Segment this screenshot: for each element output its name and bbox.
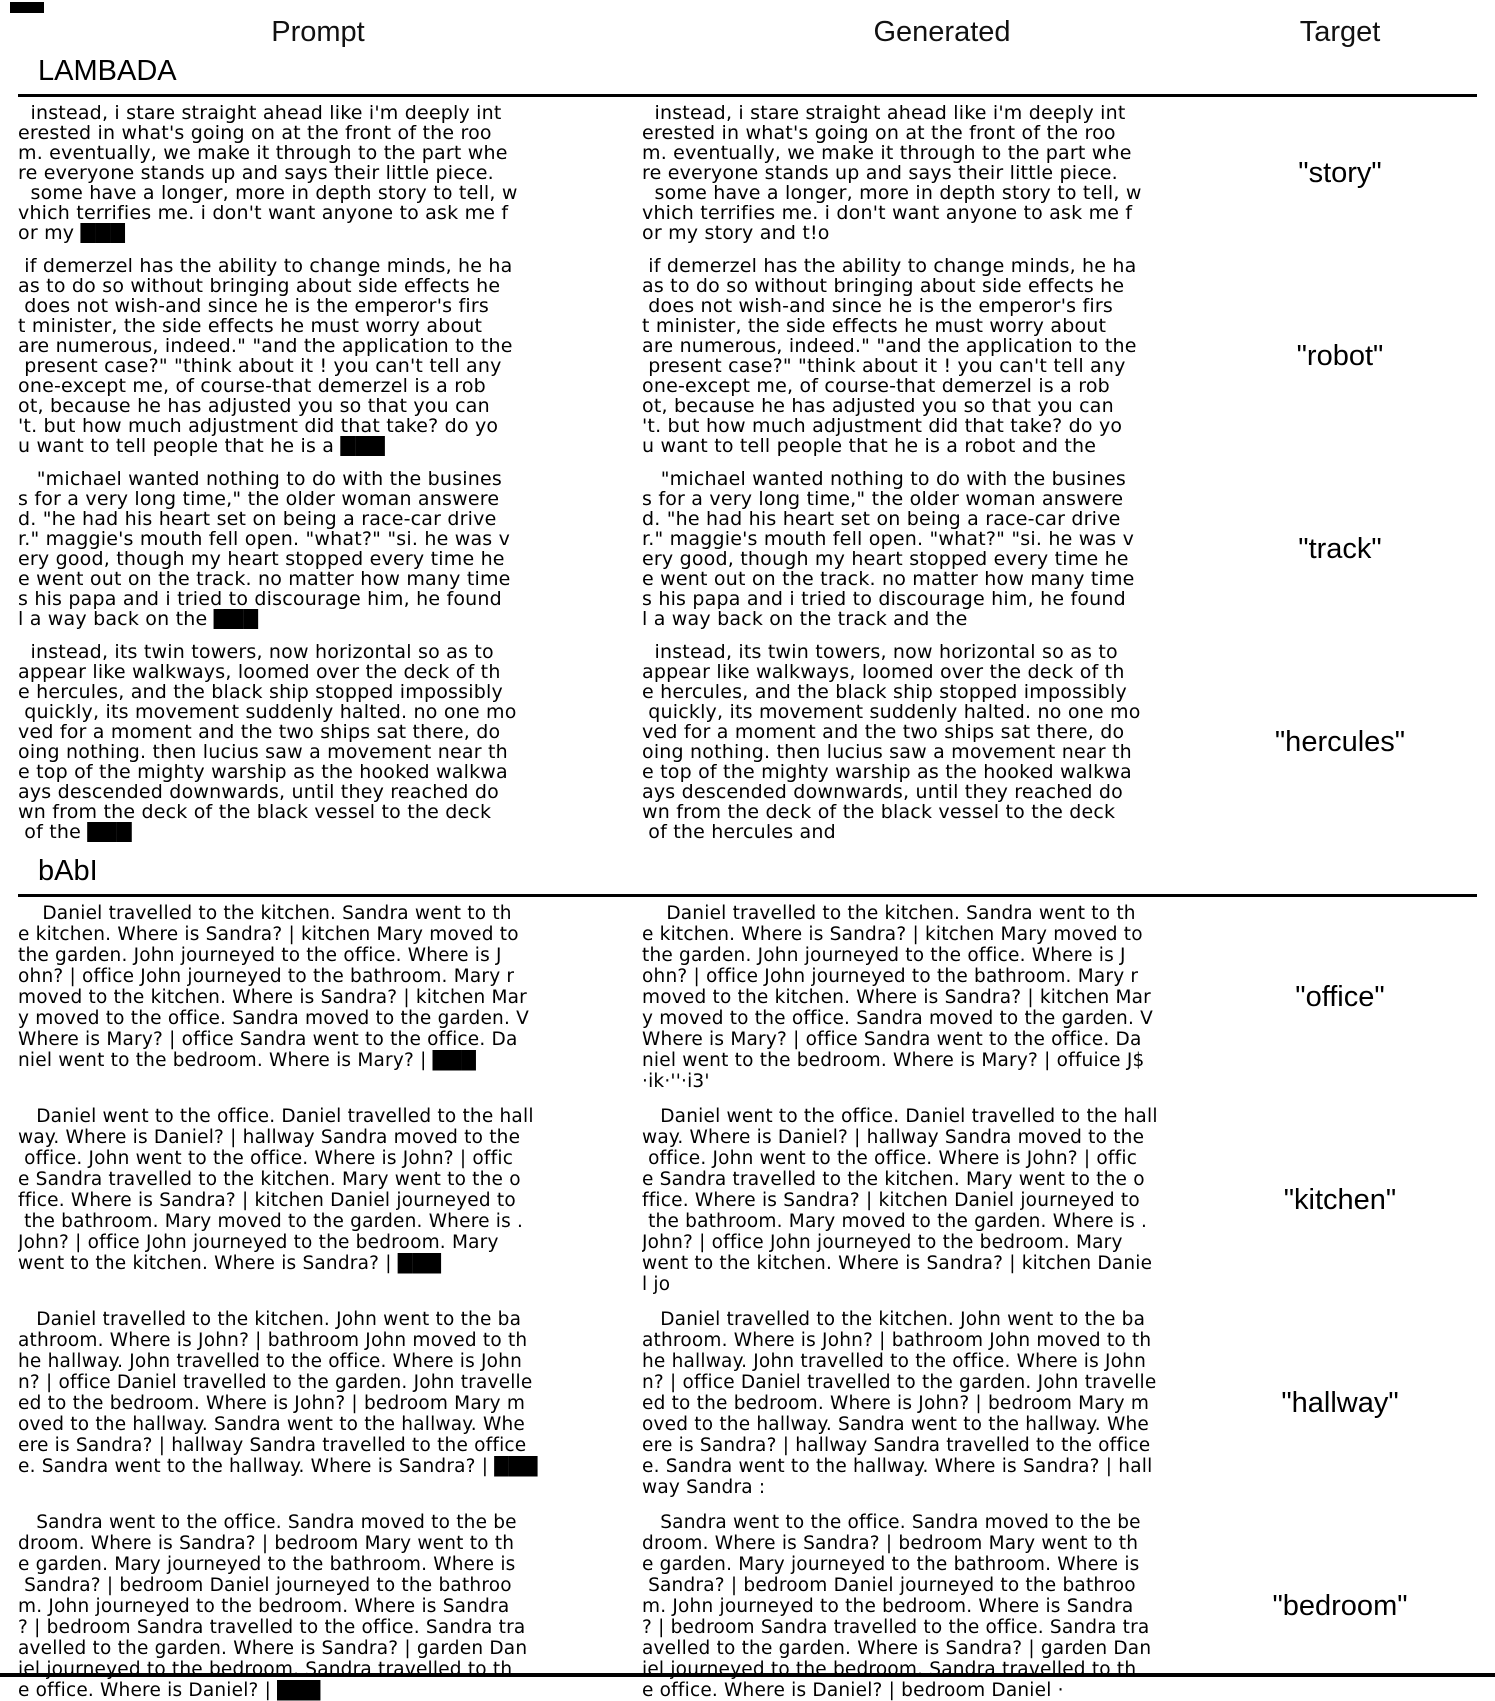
generated-text-line: of the hercules and <box>642 822 836 842</box>
example-row <box>0 469 1495 629</box>
prompt-text-line: are numerous, indeed." "and the application to the <box>18 336 513 356</box>
generated-text-line: the garden. John journeyed to the office. Where is J <box>642 945 1126 966</box>
prompt-text-line: appear like walkways, loomed over the deck of th <box>18 662 501 682</box>
target-label: "office" <box>1295 981 1385 1013</box>
prompt-text-line: e. Sandra went to the hallway. Where is Sandra? | ███ <box>18 1456 538 1477</box>
prompt-text-line: e office. Where is Daniel? | ███ <box>18 1680 321 1701</box>
prompt-text-line: as to do so without bringing about side effects he <box>18 276 501 296</box>
prompt-text-line: iel journeyed to the bedroom. Sandra travelled to th <box>18 1659 513 1680</box>
prompt-text-line: m. John journeyed to the bedroom. Where is Sandra <box>18 1596 510 1617</box>
generated-text-line: e kitchen. Where is Sandra? | kitchen Mary moved to <box>642 924 1143 945</box>
generated-text-line: moved to the kitchen. Where is Sandra? | kitchen Mar <box>642 987 1151 1008</box>
prompt-text-line: oing nothing. then lucius saw a movement near th <box>18 742 508 762</box>
prompt-text-line: r." maggie's mouth fell open. "what?" "si. he was v <box>18 529 511 549</box>
prompt-text-line: e kitchen. Where is Sandra? | kitchen Mary moved to <box>18 924 519 945</box>
prompt-text-line: l a way back on the ███ <box>18 609 259 629</box>
generated-text-line: oing nothing. then lucius saw a movement near th <box>642 742 1132 762</box>
generated-text-line: if demerzel has the ability to change minds, he ha <box>642 256 1137 276</box>
section-rows <box>0 97 1495 842</box>
section-label: LAMBADA <box>38 55 177 87</box>
generated-text-line: Daniel went to the office. Daniel travelled to the hall <box>642 1106 1158 1127</box>
prompt-text-line: "michael wanted nothing to do with the busines <box>18 469 502 489</box>
bottom-rule <box>0 1673 1495 1677</box>
generated-text-line: ery good, though my heart stopped every time he <box>642 549 1129 569</box>
prompt-text-line: ot, because he has adjusted you so that you can <box>18 396 490 416</box>
prompt-text-line: John? | office John journeyed to the bedroom. Mary <box>18 1232 499 1253</box>
prompt-text-line: one-except me, of course-that demerzel is a rob <box>18 376 486 396</box>
prompt-text-line: s his papa and i tried to discourage him, he found <box>18 589 502 609</box>
prompt-cell <box>18 1106 618 1295</box>
generated-text-line: e top of the mighty warship as the hooked walkwa <box>642 762 1132 782</box>
column-header-generated: Generated <box>873 16 1011 48</box>
generated-text-line: ·ik·''·i3' <box>642 1071 710 1092</box>
generated-text-line: present case?" "think about it ! you can't tell any <box>642 356 1126 376</box>
target-label: "track" <box>1298 532 1382 565</box>
generated-text-line: Daniel travelled to the kitchen. Sandra went to th <box>642 903 1136 924</box>
prompt-text-line: ed to the bedroom. Where is John? | bedroom Mary m <box>18 1393 526 1414</box>
prompt-text-line: avelled to the garden. Where is Sandra? | garden Dan <box>18 1638 528 1659</box>
generated-text-line: ays descended downwards, until they reached do <box>642 782 1123 802</box>
generated-text-line: l jo <box>642 1274 671 1295</box>
generated-text-line: ? | bedroom Sandra travelled to the office. Sandra tra <box>642 1617 1150 1638</box>
target-label: "kitchen" <box>1283 1184 1397 1216</box>
prompt-text-line: re everyone stands up and says their little piece. <box>18 163 494 183</box>
target-cell <box>1250 469 1430 629</box>
prompt-cell <box>18 469 618 629</box>
example-row <box>0 1309 1495 1498</box>
generated-text-line: ere is Sandra? | hallway Sandra travelled to the office <box>642 1435 1151 1456</box>
generated-text-line: t minister, the side effects he must worry about <box>642 316 1107 336</box>
prompt-text-line: or my ███ <box>18 223 125 243</box>
generated-text-line: l a way back on the track and the <box>642 609 968 629</box>
prompt-text-line: m. eventually, we make it through to the part whe <box>18 143 508 163</box>
generated-text-line: he hallway. John travelled to the office. Where is John <box>642 1351 1147 1372</box>
generated-cell <box>642 1106 1242 1295</box>
prompt-text-line: instead, its twin towers, now horizontal so as to <box>18 642 494 662</box>
generated-cell <box>642 256 1242 456</box>
prompt-text-line: niel went to the bedroom. Where is Mary? | ███ <box>18 1050 476 1071</box>
prompt-text-line: e Sandra travelled to the kitchen. Mary went to the o <box>18 1169 521 1190</box>
prompt-text-line: office. John went to the office. Where is John? | offic <box>18 1148 514 1169</box>
generated-text-line: niel went to the bedroom. Where is Mary? | offuice J$ <box>642 1050 1145 1071</box>
generated-cell <box>642 642 1242 842</box>
generated-text-line: wn from the deck of the black vessel to the deck <box>642 802 1116 822</box>
target-cell <box>1250 1106 1430 1295</box>
example-row <box>0 103 1495 243</box>
generated-text-line: 't. but how much adjustment did that take? do yo <box>642 416 1123 436</box>
target-label: "bedroom" <box>1272 1590 1408 1622</box>
generated-text-line: e went out on the track. no matter how many time <box>642 569 1135 589</box>
prompt-text-line: some have a longer, more in depth story to tell, w <box>18 183 518 203</box>
prompt-text-line: the garden. John journeyed to the office. Where is J <box>18 945 502 966</box>
target-label: "hercules" <box>1274 725 1406 758</box>
generated-text-line: oved to the hallway. Sandra went to the hallway. Whe <box>642 1414 1149 1435</box>
target-cell <box>1250 1309 1430 1498</box>
prompt-text-line: s for a very long time," the older woman answere <box>18 489 500 509</box>
prompt-text-line: of the ███ <box>18 822 132 842</box>
example-row <box>0 642 1495 842</box>
generated-text-line: r." maggie's mouth fell open. "what?" "si. he was v <box>642 529 1135 549</box>
generated-text-line: instead, i stare straight ahead like i'm deeply int <box>642 103 1126 123</box>
example-row <box>0 903 1495 1092</box>
generated-text-line: m. John journeyed to the bedroom. Where is Sandra <box>642 1596 1134 1617</box>
prompt-text-line: ere is Sandra? | hallway Sandra travelled to the office <box>18 1435 527 1456</box>
generated-text-line: are numerous, indeed." "and the application to the <box>642 336 1137 356</box>
generated-text-line: quickly, its movement suddenly halted. no one mo <box>642 702 1141 722</box>
generated-text-line: or my story and t!o <box>642 223 830 243</box>
prompt-text-line: e went out on the track. no matter how many time <box>18 569 511 589</box>
generated-text-line: way Sandra : <box>642 1477 766 1498</box>
generated-text-line: does not wish-and since he is the emperor's firs <box>642 296 1113 316</box>
generated-text-line: ved for a moment and the two ships sat there, do <box>642 722 1125 742</box>
prompt-text-line: d. "he had his heart set on being a race-car drive <box>18 509 497 529</box>
generated-text-line: erested in what's going on at the front of the roo <box>642 123 1116 143</box>
generated-text-line: s for a very long time," the older woman answere <box>642 489 1124 509</box>
prompt-text-line: Daniel travelled to the kitchen. Sandra went to th <box>18 903 512 924</box>
generated-text-line: Sandra went to the office. Sandra moved to the be <box>642 1512 1141 1533</box>
generated-text-line: ed to the bedroom. Where is John? | bedroom Mary m <box>642 1393 1150 1414</box>
prompt-text-line: he hallway. John travelled to the office. Where is John <box>18 1351 523 1372</box>
generated-text-line: droom. Where is Sandra? | bedroom Mary went to th <box>642 1533 1139 1554</box>
generated-text-line: John? | office John journeyed to the bedroom. Mary <box>642 1232 1123 1253</box>
prompt-text-line: Sandra? | bedroom Daniel journeyed to the bathroo <box>18 1575 512 1596</box>
prompt-text-line: present case?" "think about it ! you can't tell any <box>18 356 502 376</box>
generated-text-line: athroom. Where is John? | bathroom John moved to th <box>642 1330 1152 1351</box>
prompt-text-line: if demerzel has the ability to change minds, he ha <box>18 256 513 276</box>
generated-text-line: iel journeyed to the bedroom. Sandra travelled to th <box>642 1659 1137 1680</box>
prompt-text-line: Daniel travelled to the kitchen. John went to the ba <box>18 1309 522 1330</box>
generated-text-line: as to do so without bringing about side effects he <box>642 276 1125 296</box>
generated-text-line: office. John went to the office. Where is John? | offic <box>642 1148 1138 1169</box>
prompt-text-line: n? | office Daniel travelled to the garden. John travelle <box>18 1372 533 1393</box>
generated-text-line: u want to tell people that he is a robot and the <box>642 436 1097 456</box>
target-cell <box>1250 256 1430 456</box>
prompt-text-line: Where is Mary? | office Sandra went to the office. Da <box>18 1029 518 1050</box>
prompt-text-line: athroom. Where is John? | bathroom John moved to th <box>18 1330 528 1351</box>
prompt-text-line: ffice. Where is Sandra? | kitchen Daniel journeyed to <box>18 1190 516 1211</box>
column-header-target: Target <box>1299 16 1381 48</box>
generated-text-line: ffice. Where is Sandra? | kitchen Daniel journeyed to <box>642 1190 1140 1211</box>
generated-text-line: went to the kitchen. Where is Sandra? | kitchen Danie <box>642 1253 1153 1274</box>
generated-cell <box>642 469 1242 629</box>
prompt-text-line: ved for a moment and the two ships sat there, do <box>18 722 501 742</box>
prompt-text-line: vhich terrifies me. i don't want anyone to ask me f <box>18 203 509 223</box>
sections <box>0 55 1495 1701</box>
generated-text-line: e office. Where is Daniel? | bedroom Daniel · <box>642 1680 1064 1701</box>
target-label: "robot" <box>1296 339 1384 372</box>
prompt-text-line: t minister, the side effects he must worry about <box>18 316 483 336</box>
generated-cell <box>642 903 1242 1092</box>
column-headers <box>0 0 1495 49</box>
generated-text-line: vhich terrifies me. i don't want anyone to ask me f <box>642 203 1133 223</box>
generated-text-line: e Sandra travelled to the kitchen. Mary went to the o <box>642 1169 1145 1190</box>
prompt-text-line: 't. but how much adjustment did that take? do yo <box>18 416 499 436</box>
prompt-text-line: oved to the hallway. Sandra went to the hallway. Whe <box>18 1414 525 1435</box>
prompt-text-line: y moved to the office. Sandra moved to the garden. V <box>18 1008 530 1029</box>
prompt-text-line: u want to tell people that he is a ███ <box>18 436 385 456</box>
generated-text-line: appear like walkways, loomed over the deck of th <box>642 662 1125 682</box>
target-cell <box>1250 642 1430 842</box>
prompt-cell <box>18 1309 618 1498</box>
prompt-text-line: wn from the deck of the black vessel to the deck <box>18 802 492 822</box>
generated-text-line: way. Where is Daniel? | hallway Sandra moved to the <box>642 1127 1145 1148</box>
prompt-text-line: e hercules, and the black ship stopped impossibly <box>18 682 503 702</box>
target-label: "hallway" <box>1281 1387 1399 1419</box>
prompt-text-line: e top of the mighty warship as the hooked walkwa <box>18 762 508 782</box>
prompt-cell <box>18 903 618 1092</box>
generated-text-line: d. "he had his heart set on being a race-car drive <box>642 509 1121 529</box>
prompt-text-line: went to the kitchen. Where is Sandra? | ███ <box>18 1253 442 1274</box>
prompt-text-line: Sandra went to the office. Sandra moved to the be <box>18 1512 517 1533</box>
prompt-text-line: quickly, its movement suddenly halted. no one mo <box>18 702 517 722</box>
generated-text-line: Sandra? | bedroom Daniel journeyed to the bathroo <box>642 1575 1136 1596</box>
corner-artifact-mark <box>10 2 44 13</box>
generated-text-line: the bathroom. Mary moved to the garden. Where is . <box>642 1211 1148 1232</box>
prompt-text-line: ays descended downwards, until they reached do <box>18 782 499 802</box>
generated-text-line: ohn? | office John journeyed to the bathroom. Mary r <box>642 966 1139 987</box>
prompt-text-line: ohn? | office John journeyed to the bathroom. Mary r <box>18 966 515 987</box>
column-header-prompt: Prompt <box>271 16 365 48</box>
target-cell <box>1250 103 1430 243</box>
target-label: "story" <box>1298 156 1382 189</box>
generated-text-line: one-except me, of course-that demerzel is a rob <box>642 376 1110 396</box>
prompt-text-line: droom. Where is Sandra? | bedroom Mary went to th <box>18 1533 515 1554</box>
generated-text-line: re everyone stands up and says their little piece. <box>642 163 1118 183</box>
prompt-cell <box>18 256 618 456</box>
prompt-text-line: erested in what's going on at the front of the roo <box>18 123 492 143</box>
generated-text-line: n? | office Daniel travelled to the garden. John travelle <box>642 1372 1157 1393</box>
example-row <box>0 256 1495 456</box>
generated-text-line: e. Sandra went to the hallway. Where is Sandra? | hall <box>642 1456 1153 1477</box>
generated-text-line: instead, its twin towers, now horizontal so as to <box>642 642 1118 662</box>
generated-cell <box>642 103 1242 243</box>
generated-text-line: Daniel travelled to the kitchen. John went to the ba <box>642 1309 1146 1330</box>
prompt-text-line: ? | bedroom Sandra travelled to the office. Sandra tra <box>18 1617 526 1638</box>
prompt-cell <box>18 642 618 842</box>
section-label: bAbI <box>38 855 98 887</box>
prompt-text-line: instead, i stare straight ahead like i'm deeply int <box>18 103 502 123</box>
section-babi <box>0 855 1495 1701</box>
section-rows <box>0 897 1495 1701</box>
generated-text-line: ot, because he has adjusted you so that you can <box>642 396 1114 416</box>
generated-text-line: m. eventually, we make it through to the part whe <box>642 143 1132 163</box>
prompt-text-line: e garden. Mary journeyed to the bathroom. Where is <box>18 1554 516 1575</box>
prompt-text-line: does not wish-and since he is the emperor's firs <box>18 296 489 316</box>
prompt-text-line: moved to the kitchen. Where is Sandra? | kitchen Mar <box>18 987 527 1008</box>
prompt-cell <box>18 103 618 243</box>
example-row <box>0 1106 1495 1295</box>
generated-text-line: e hercules, and the black ship stopped impossibly <box>642 682 1127 702</box>
section-lambada <box>0 55 1495 842</box>
prompt-text-line: way. Where is Daniel? | hallway Sandra moved to the <box>18 1127 521 1148</box>
prompt-text-line: ery good, though my heart stopped every time he <box>18 549 505 569</box>
generated-text-line: some have a longer, more in depth story to tell, w <box>642 183 1142 203</box>
generated-cell <box>642 1309 1242 1498</box>
generated-text-line: "michael wanted nothing to do with the busines <box>642 469 1126 489</box>
generated-text-line: s his papa and i tried to discourage him, he found <box>642 589 1126 609</box>
target-cell <box>1250 903 1430 1092</box>
generated-text-line: avelled to the garden. Where is Sandra? | garden Dan <box>642 1638 1152 1659</box>
generated-text-line: e garden. Mary journeyed to the bathroom. Where is <box>642 1554 1140 1575</box>
generated-text-line: y moved to the office. Sandra moved to the garden. V <box>642 1008 1154 1029</box>
prompt-text-line: the bathroom. Mary moved to the garden. Where is . <box>18 1211 524 1232</box>
generated-text-line: Where is Mary? | office Sandra went to the office. Da <box>642 1029 1142 1050</box>
prompt-text-line: Daniel went to the office. Daniel travelled to the hall <box>18 1106 534 1127</box>
